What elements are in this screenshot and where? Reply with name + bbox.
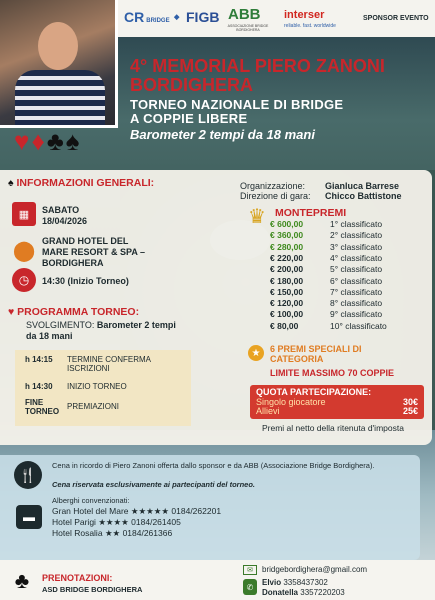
program-format xyxy=(26,320,176,342)
event-format: Barometer 2 tempi da 18 mani xyxy=(130,127,315,142)
title-line-2: BORDIGHERA xyxy=(130,75,254,95)
dinner-note: Cena riservata esclusivamente ai partecipanti del torneo. xyxy=(52,480,255,489)
diamond-logo-icon: ◆ xyxy=(174,14,180,21)
booking-contact-1 xyxy=(262,578,328,587)
prize-place: 7° classificato xyxy=(330,286,383,297)
dinner-icon: 🍴 xyxy=(14,461,42,489)
diamond-icon: ♦ xyxy=(31,126,47,156)
prize-row xyxy=(270,287,382,297)
schedule-box xyxy=(15,350,191,426)
cr-logo: CR BRIDGE xyxy=(124,9,170,25)
director-label: Direzione di gara: xyxy=(240,191,311,201)
club-footer-icon: ♣ xyxy=(14,568,30,593)
prize-row xyxy=(270,230,382,240)
portrait-face xyxy=(38,22,78,70)
program-format-value: Barometer 2 tempi da 18 mani xyxy=(26,320,176,341)
program-heading xyxy=(8,306,139,318)
subtitle-line-2: A COPPIE LIBERE xyxy=(130,111,248,126)
hotel-name: Hotel Rosalia xyxy=(52,528,103,538)
fee-single-value: 30€ xyxy=(402,397,418,407)
fee-single-label: Singolo giocatore xyxy=(256,397,326,407)
prize-amount: € 80,00 xyxy=(270,320,299,331)
contact-name-2: Donatella xyxy=(262,588,299,597)
prize-place: 3° classificato xyxy=(330,241,383,252)
prize-amount: € 280,00 xyxy=(270,241,304,252)
hotel-row xyxy=(52,506,221,517)
prize-place: 6° classificato xyxy=(330,275,383,286)
medal-icon: ★ xyxy=(248,345,264,361)
hotel-row xyxy=(52,528,172,539)
schedule-text-3: PREMIAZIONI xyxy=(67,402,120,411)
event-subtitle xyxy=(130,98,420,126)
prize-row xyxy=(270,219,382,229)
hotel-name: Gran Hotel del Mare xyxy=(52,506,129,516)
tax-note: Premi al netto della ritenuta d'imposta xyxy=(262,423,404,433)
prize-row xyxy=(270,276,382,286)
phone-icon: ✆ xyxy=(243,579,257,595)
max-couples: LIMITE MASSIMO 70 COPPIE xyxy=(270,368,395,378)
event-venue: GRAND HOTEL DEL MARE RESORT & SPA – BORDIGHERA xyxy=(42,236,146,268)
fee-heading: QUOTA PARTECIPAZIONE: xyxy=(256,387,372,397)
prize-heading: MONTEPREMI xyxy=(275,207,347,219)
dinner-text: Cena in ricordo di Piero Zanoni offerta dallo sponsor e da ABB (Associazione Bridge Bordighera). xyxy=(52,461,375,470)
prize-place: 10° classificato xyxy=(330,320,387,331)
hotel-phone[interactable]: 0184/261366 xyxy=(122,528,173,538)
prize-place: 5° classificato xyxy=(330,264,383,275)
card-suits-icons xyxy=(14,128,82,154)
fee-students-value: 25€ xyxy=(402,406,418,416)
info-heading xyxy=(8,177,154,189)
prize-place: 8° classificato xyxy=(330,298,383,309)
booking-club: ASD BRIDGE BORDIGHERA xyxy=(42,585,143,594)
prize-amount: € 360,00 xyxy=(270,230,304,241)
hotel-stars-icon: ★★ xyxy=(104,528,121,538)
schedule-time-1: h 14:15 xyxy=(25,355,53,364)
heart-bullet-icon: ♥ xyxy=(8,306,15,318)
event-time: 14:30 (Inizio Torneo) xyxy=(42,276,129,286)
clock-icon: ◷ xyxy=(12,268,36,292)
prize-row xyxy=(270,264,382,274)
prize-place: 9° classificato xyxy=(330,309,383,320)
abb-logo: ABB xyxy=(228,6,261,23)
prize-amount: € 600,00 xyxy=(270,219,304,229)
event-date-value: 18/04/2026 xyxy=(42,216,88,226)
heart-icon: ♥ xyxy=(14,126,32,156)
hotel-phone[interactable]: 0184/261405 xyxy=(131,517,181,527)
car-icon: ▬ xyxy=(16,505,42,529)
email-icon: ✉ xyxy=(243,565,257,575)
calendar-icon: ▦ xyxy=(12,202,36,226)
program-heading-text: PROGRAMMA TORNEO: xyxy=(17,306,140,318)
event-date xyxy=(42,205,87,227)
hotel-phone[interactable]: 0184/262201 xyxy=(171,506,222,516)
prize-amount: € 100,00 xyxy=(270,309,304,320)
hotels-heading: Alberghi convenzionati: xyxy=(52,496,130,505)
location-pin-icon: ⬤ xyxy=(12,239,36,262)
booking-heading: PRENOTAZIONI: xyxy=(42,573,113,583)
info-heading-text: INFORMAZIONI GENERALI: xyxy=(16,177,155,189)
prize-amount: € 150,00 xyxy=(270,286,304,297)
schedule-text-2: INIZIO TORNEO xyxy=(67,382,127,391)
spade-bullet-icon: ♠ xyxy=(8,177,14,189)
fee-row-students xyxy=(256,406,418,416)
event-title xyxy=(130,57,425,95)
portrait-photo xyxy=(0,0,118,128)
organizer-label: Organizzazione: xyxy=(240,181,306,191)
contact-phone-1[interactable]: 3358437302 xyxy=(283,578,328,587)
prize-row xyxy=(270,253,382,263)
interser-logo: interser xyxy=(284,9,325,21)
event-day: SABATO xyxy=(42,205,80,215)
interser-tagline: reliable. fast. worldwide xyxy=(284,23,336,29)
subtitle-line-1: TORNEO NAZIONALE DI BRIDGE xyxy=(130,97,344,112)
prize-row xyxy=(270,309,382,319)
title-line-1: 4° MEMORIAL PIERO ZANONI xyxy=(130,56,385,76)
booking-contact-2 xyxy=(262,588,345,597)
abb-logo-sub: ASSOCIAZIONE BRIDGE BORDIGHERA xyxy=(227,24,269,32)
prize-place: 1° classificato xyxy=(330,219,383,229)
hotel-stars-icon: ★★★★★ xyxy=(130,506,170,516)
prize-place: 4° classificato xyxy=(330,252,383,263)
hotel-name: Hotel Parigi xyxy=(52,517,96,527)
special-prizes: 6 PREMI SPECIALI DI CATEGORIA xyxy=(270,344,362,364)
schedule-text-1: TERMINE CONFERMA ISCRIZIONI xyxy=(67,355,151,373)
program-format-label: SVOLGIMENTO: xyxy=(26,320,95,330)
prize-amount: € 220,00 xyxy=(270,252,304,263)
hotel-row xyxy=(52,517,181,528)
prize-amount: € 200,00 xyxy=(270,264,304,275)
prize-amount: € 120,00 xyxy=(270,298,304,309)
portrait-shirt xyxy=(15,70,105,125)
figb-logo: FIGB xyxy=(186,9,220,25)
prize-amount: € 180,00 xyxy=(270,275,304,286)
organizer-name: Gianluca Barrese xyxy=(325,181,400,191)
contact-name-1: Elvio xyxy=(262,578,282,587)
sponsor-label: SPONSOR EVENTO xyxy=(363,15,429,22)
schedule-time-3: FINE TORNEO xyxy=(25,398,60,416)
prize-place: 2° classificato xyxy=(330,230,383,241)
club-icon: ♣ xyxy=(46,126,66,156)
contact-phone-2[interactable]: 3357220203 xyxy=(300,588,345,597)
schedule-time-2: h 14:30 xyxy=(25,382,53,391)
fee-box xyxy=(250,385,424,419)
prize-row xyxy=(270,298,382,308)
spade-icon: ♠ xyxy=(65,126,82,156)
fee-students-label: Allievi xyxy=(256,406,280,416)
prize-row xyxy=(270,321,387,331)
hotel-stars-icon: ★★★★ xyxy=(98,517,129,527)
director-name: Chicco Battistone xyxy=(325,191,402,201)
prize-row xyxy=(270,242,382,252)
booking-email[interactable]: bridgebordighera@gmail.com xyxy=(262,565,368,574)
trophy-icon: ♛ xyxy=(248,205,266,228)
